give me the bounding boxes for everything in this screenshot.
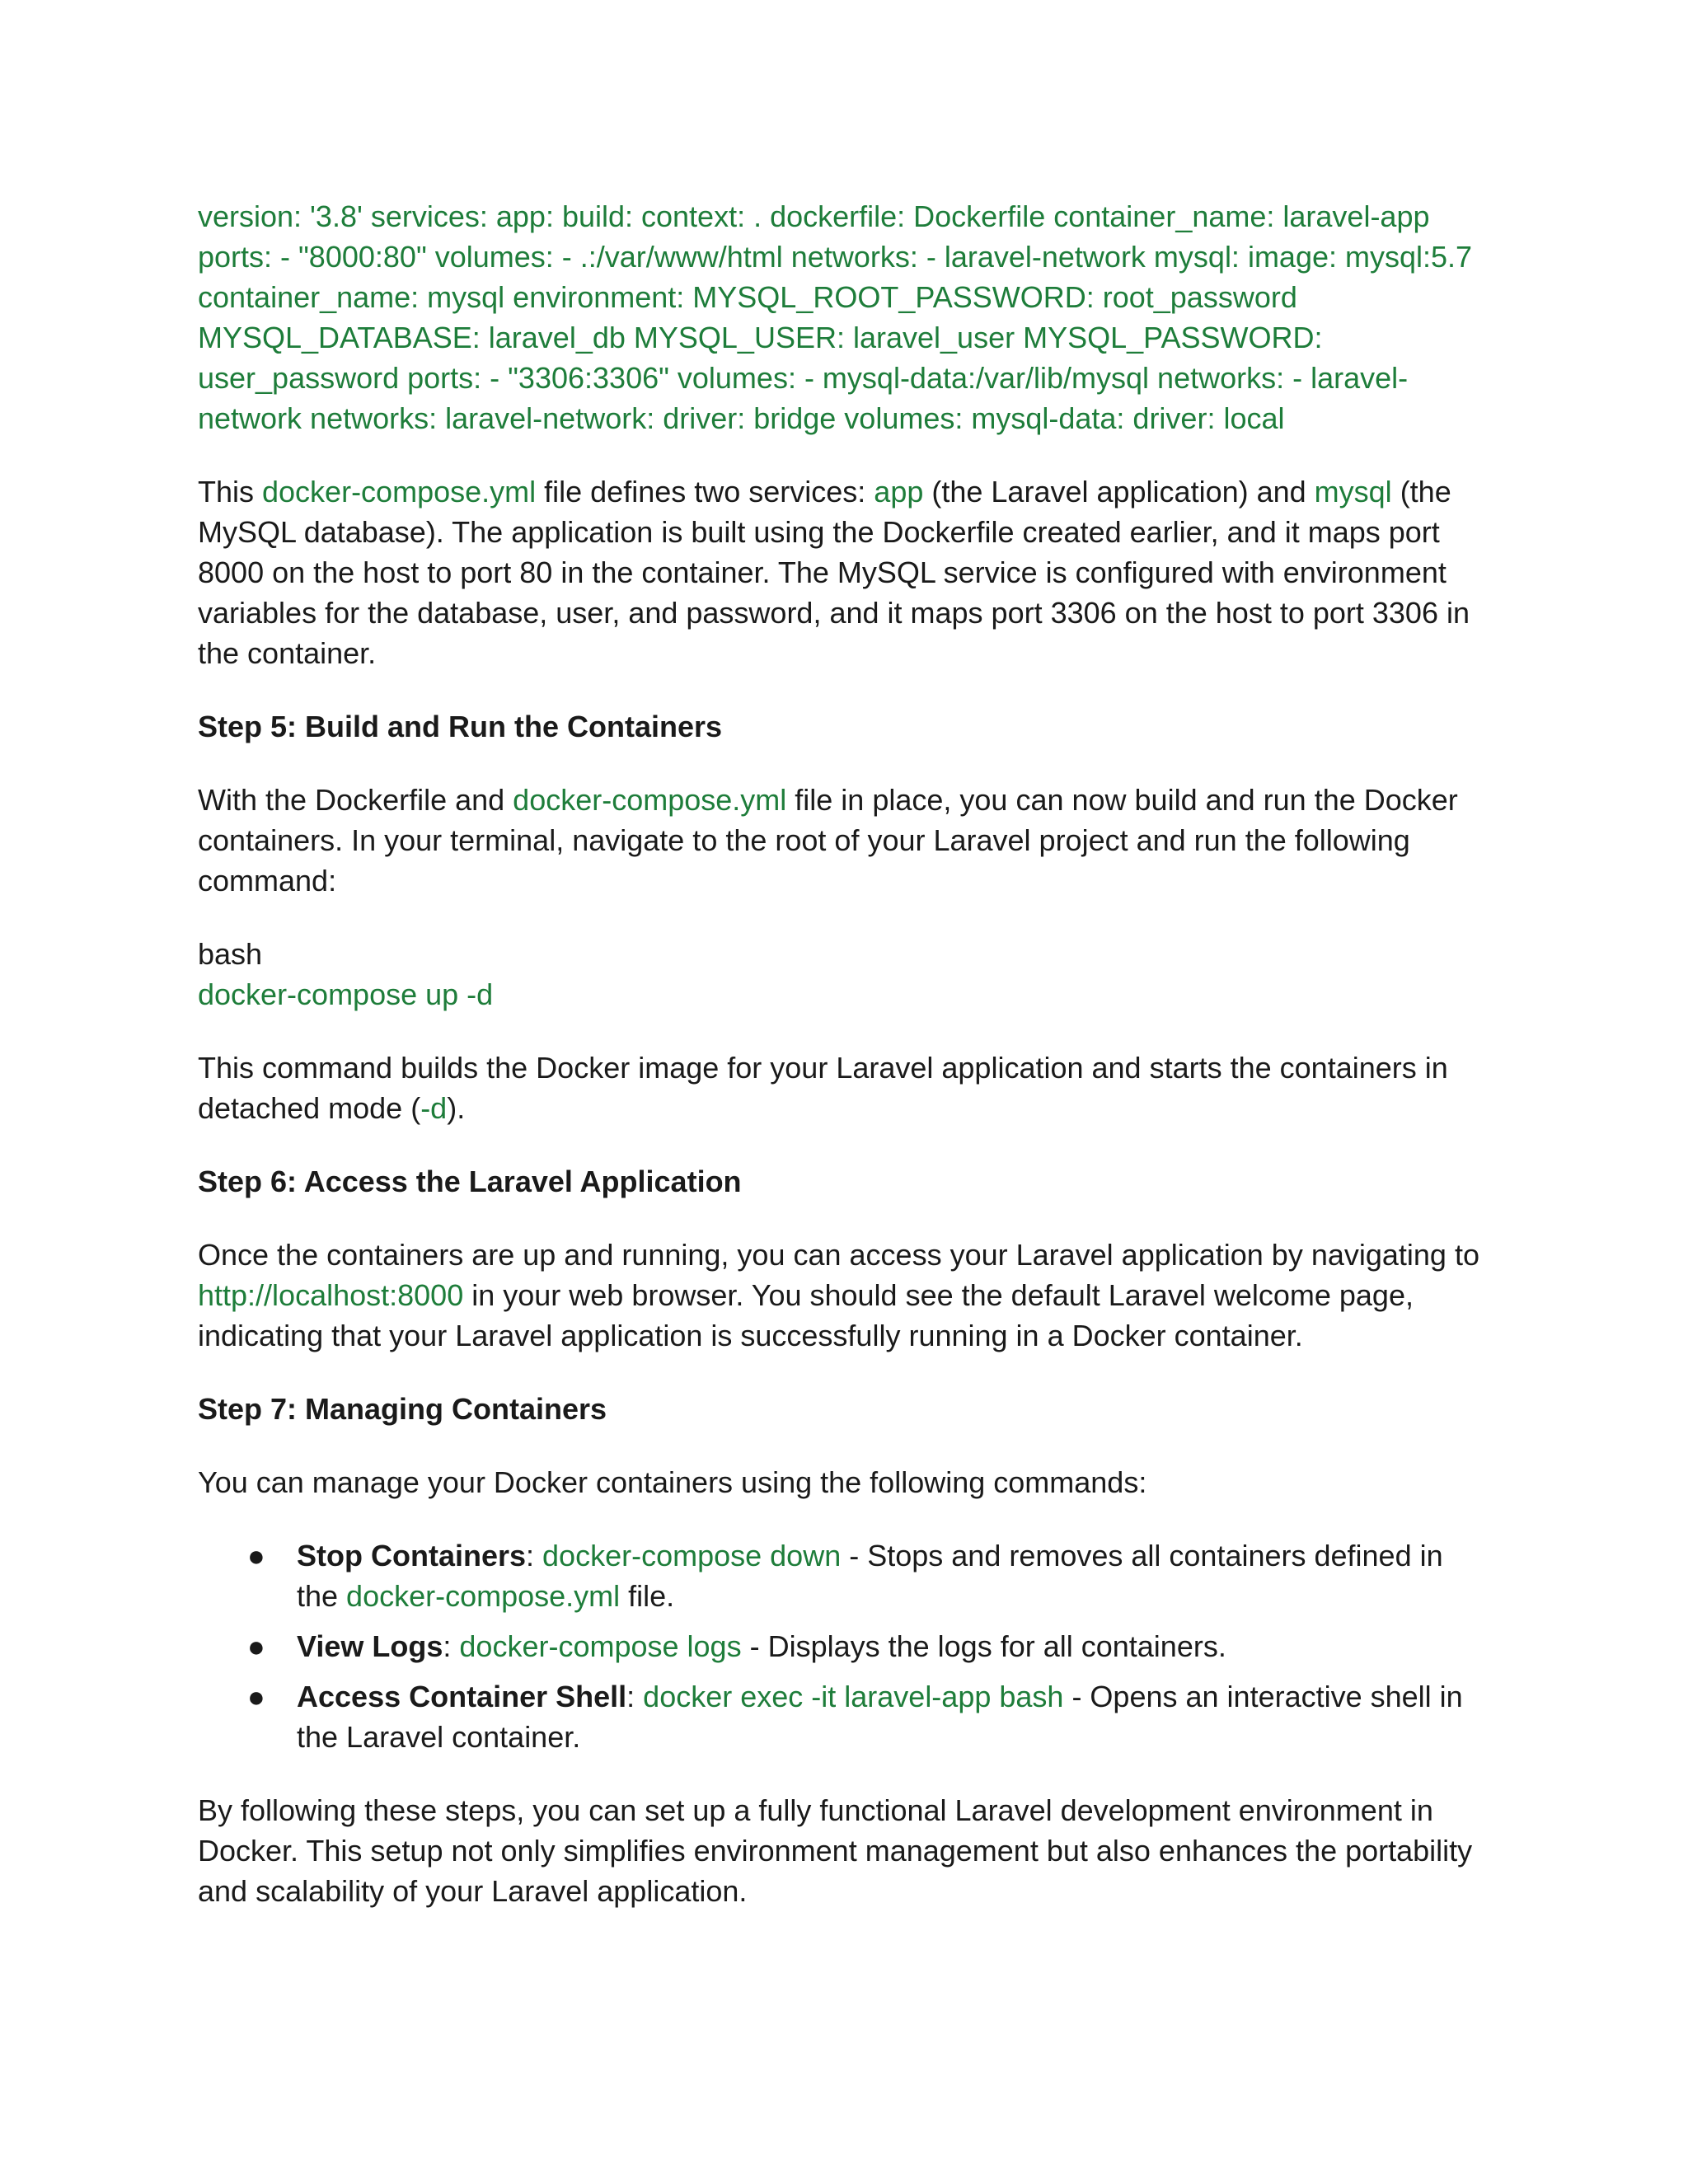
inline-code: docker-compose down [542,1539,842,1572]
text-run: - Stops and removes all containers defined in the [297,1539,1443,1613]
list-item [247,1676,1492,1757]
text-run: ). [447,1091,466,1125]
inline-code: mysql [1314,475,1392,509]
inline-code: docker-compose logs [459,1629,742,1663]
inline-code: app [874,475,924,509]
manage-intro-paragraph: You can manage your Docker containers using the following commands: [198,1465,1147,1499]
inline-code: docker-compose.yml [262,475,537,509]
build-run-paragraph [198,780,1492,901]
text-run: - Displays the logs for all containers. [741,1629,1226,1663]
list-item [247,1535,1492,1616]
compose-explanation-paragraph [198,471,1492,673]
text-run: (the Laravel application) and [923,475,1315,509]
item-label: View Logs [297,1629,443,1663]
text-run: This [198,475,263,509]
text-run: in your web browser. You should see the default Laravel welcome page, indicating that your Laravel application is successfully running in a Docker container. [198,1278,1414,1352]
document-page [198,196,1492,1944]
access-app-paragraph [198,1235,1492,1356]
text-run: : [626,1680,644,1713]
text-run: Once the containers are up and running, you can access your Laravel application by navigating to [198,1238,1479,1272]
step5-heading: Step 5: Build and Run the Containers [198,710,723,743]
text-run: With the Dockerfile and [198,783,513,817]
commands-list [198,1535,1492,1757]
bullet-icon: ● [247,1629,265,1663]
text-run: file defines two services: [536,475,874,509]
text-run: : [443,1629,460,1663]
item-label: Stop Containers [297,1539,527,1572]
step6-heading: Step 6: Access the Laravel Application [198,1165,742,1198]
inline-code: docker-compose.yml [513,783,787,817]
inline-code: docker-compose.yml [346,1579,621,1613]
item-label: Access Container Shell [297,1680,627,1713]
text-run: - Opens an interactive shell in the Laravel container. [297,1680,1463,1754]
text-run: file. [620,1579,675,1613]
list-item [247,1626,1492,1666]
bullet-icon: ● [247,1539,265,1572]
compose-code-block: version: '3.8' services: app: build: context: . dockerfile: Dockerfile container_name: laravel-app ports: - "8000:80" volumes: - .:/var/www/html networks: - laravel-network mysql: image: mysql:5.7 container_name: mysql environment: MYSQL_ROOT_PASSWORD: root_password MYSQL_DATABASE: laravel_db MYSQL_USER: laravel_user MYSQL_PASSWORD: user_password ports: - "3306:3306" volumes: - mysql-data:/var/lib/mysql networks: - laravel-network networks: laravel-network: driver: bridge volumes: mysql-data: driver: local [198,199,1473,435]
text-run: : [526,1539,543,1572]
inline-code: docker exec -it laravel-app bash [643,1680,1064,1713]
localhost-link[interactable]: http://localhost:8000 [198,1278,464,1312]
code-language-label: bash [198,937,263,971]
step7-heading: Step 7: Managing Containers [198,1392,607,1426]
text-run: (the MySQL database). The application is built using the Dockerfile created earlier, and it maps port 8000 on the host to port 80 in the container. The MySQL service is configured with environment variables for the database, user, and password, and it maps port 3306 on the host to port 3306 in the container. [198,475,1470,670]
text-run: file in place, you can now build and run the Docker containers. In your terminal, navigate to the root of your Laravel project and run the following command: [198,783,1458,898]
inline-code: -d [420,1091,448,1125]
command-explanation-paragraph [198,1047,1492,1128]
text-run: This command builds the Docker image for your Laravel application and starts the containers in detached mode ( [198,1051,1448,1125]
command-line: docker-compose up -d [198,977,494,1011]
conclusion-paragraph: By following these steps, you can set up a fully functional Laravel development environment in Docker. This setup not only simplifies environment management but also enhances the portability and scalability of your Laravel application. [198,1793,1473,1908]
command-snippet [198,934,1492,1015]
bullet-icon: ● [247,1680,265,1713]
